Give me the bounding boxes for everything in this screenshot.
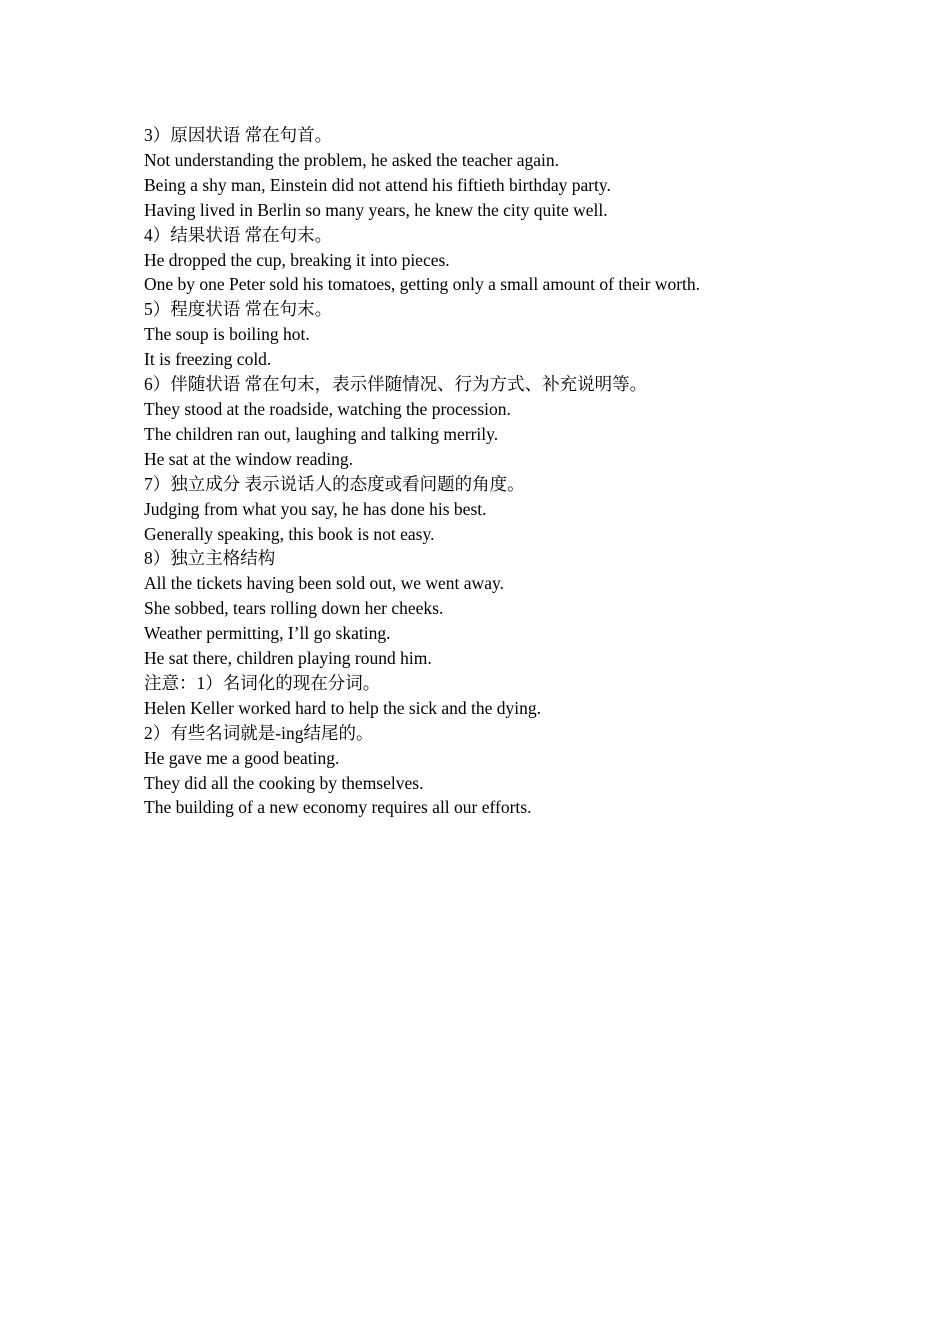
note-heading-ing-nouns: 2）有些名词就是-ing结尾的。 [144,722,374,743]
example-sentence: Judging from what you say, he has done his best. [144,498,487,519]
example-sentence: Not understanding the problem, he asked the teacher again. [144,149,559,170]
example-sentence: He dropped the cup, breaking it into pieces. [144,249,450,270]
example-sentence: She sobbed, tears rolling down her cheeks. [144,598,444,619]
note-heading-nominalized-participle: 注意：1）名词化的现在分词。 [144,672,381,693]
document-body [144,123,864,820]
example-sentence: The building of a new economy requires all our efforts. [144,797,532,818]
example-sentence: The soup is boiling hot. [144,324,310,345]
example-sentence: He sat at the window reading. [144,448,353,469]
section-heading-result-adverbial: 4）结果状语 常在句末。 [144,224,333,245]
section-heading-absolute-construction: 8）独立主格结构 [144,548,276,569]
example-sentence: He sat there, children playing round him. [144,648,432,669]
example-sentence: They did all the cooking by themselves. [144,772,424,793]
example-sentence: All the tickets having been sold out, we went away. [144,573,504,594]
example-sentence: He gave me a good beating. [144,747,340,768]
example-sentence: Having lived in Berlin so many years, he knew the city quite well. [144,199,608,220]
section-heading-degree-adverbial: 5）程度状语 常在句末。 [144,299,333,320]
section-heading-accompanying-adverbial: 6）伴随状语 常在句末，表示伴随情况、行为方式、补充说明等。 [144,374,648,395]
example-sentence: Being a shy man, Einstein did not attend his fiftieth birthday party. [144,174,611,195]
example-sentence: Helen Keller worked hard to help the sick and the dying. [144,697,542,718]
example-sentence: Weather permitting, I’ll go skating. [144,623,391,644]
example-sentence: It is freezing cold. [144,349,272,370]
example-sentence: Generally speaking, this book is not easy. [144,523,435,544]
example-sentence: They stood at the roadside, watching the procession. [144,398,511,419]
section-heading-cause-adverbial: 3）原因状语 常在句首。 [144,125,333,145]
section-heading-independent-element: 7）独立成分 表示说话人的态度或看问题的角度。 [144,473,525,494]
example-sentence: One by one Peter sold his tomatoes, getting only a small amount of their worth. [144,274,701,295]
example-sentence: The children ran out, laughing and talking merrily. [144,423,499,444]
